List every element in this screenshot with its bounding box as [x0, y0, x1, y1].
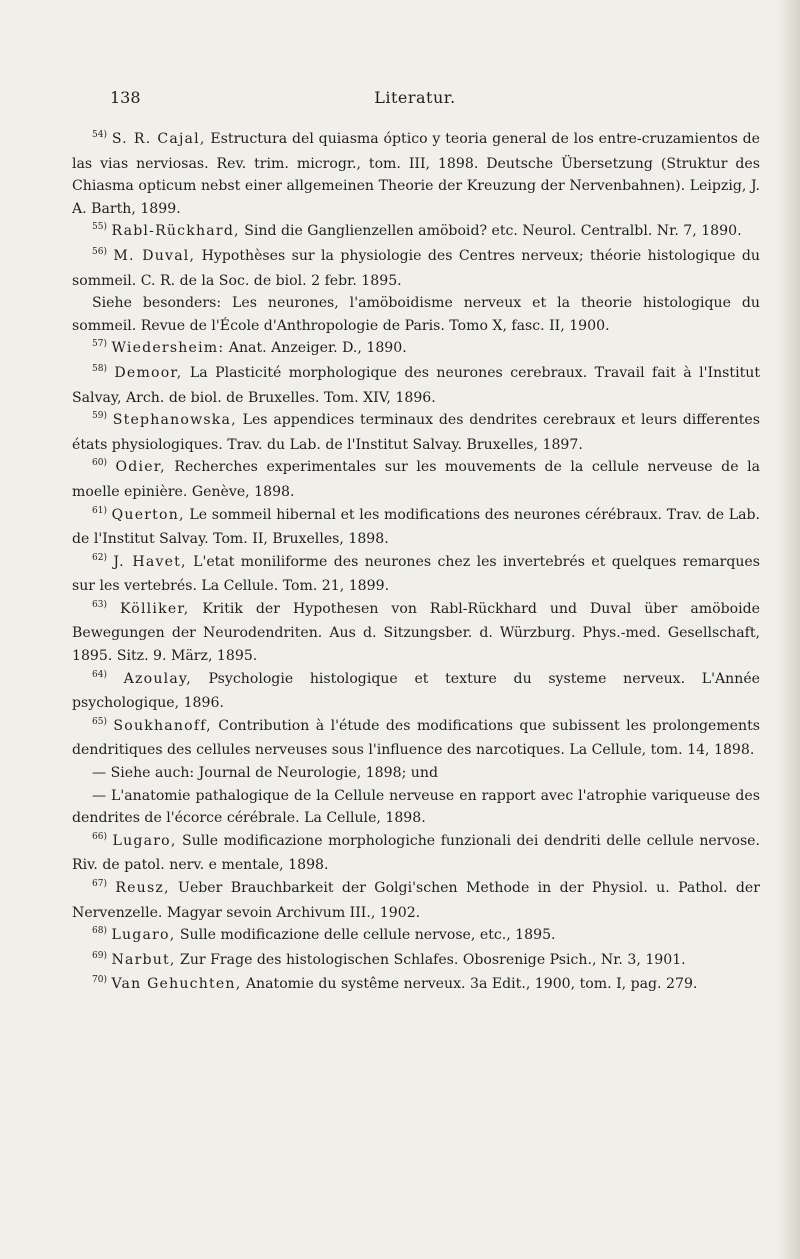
reference-author: Stephanowska,	[112, 412, 237, 429]
reference-entry	[72, 830, 760, 877]
reference-entry	[72, 292, 760, 337]
reference-text: Siehe besonders: Les neurones, l'amöboidisme nerveux et la theorie histologique du sommeil. Revue de l'École d'Anthropologie de Paris. Tomo X, fasc. II, 1900.	[72, 295, 760, 334]
reference-author: Lugaro,	[111, 927, 176, 944]
reference-number: 65)	[92, 716, 107, 727]
reference-text: Recherches experimentales sur les mouvements de la cellule nerveuse de la moelle epinière. Genève, 1898.	[72, 459, 760, 500]
page-header	[110, 88, 720, 112]
reference-entry	[72, 949, 760, 974]
reference-text: Sulle modificazione delle cellule nervose, etc., 1895.	[175, 927, 556, 944]
reference-entry	[72, 456, 760, 503]
reference-entry	[72, 668, 760, 715]
reference-author: Wiedersheim:	[111, 340, 225, 357]
reference-text: Ueber Brauchbarkeit der Golgi'schen Methode in der Physiol. u. Pathol. der Nervenzelle. Magyar sevoin Archivum III., 1902.	[72, 880, 760, 921]
reference-author: Lugaro,	[112, 832, 177, 849]
reference-number: 64)	[92, 669, 107, 680]
reference-author: Demoor,	[114, 364, 183, 381]
reference-author: Azoulay,	[123, 670, 192, 687]
reference-number: 59)	[92, 411, 107, 422]
reference-author: Odier,	[115, 459, 166, 476]
reference-author: Narbut,	[111, 951, 176, 968]
reference-text: Les appendices terminaux des dendrites cerebraux et leurs differentes états physiologiques. Trav. du Lab. de l'Institut Salvay. Bruxelles, 1897.	[72, 412, 760, 453]
reference-entry	[72, 762, 760, 785]
reference-number: 54)	[92, 130, 107, 140]
reference-text: Psychologie histologique et texture du systeme nerveux. L'Année psychologique, 1896.	[72, 670, 760, 712]
reference-author: S. R. Cajal,	[111, 131, 206, 147]
reference-text: Anat. Anzeiger. D., 1890.	[224, 340, 407, 357]
page-number: 138	[110, 88, 141, 107]
reference-text: Hypothèses sur la physiologie des Centres nerveux; théorie histologique du sommeil. C. R. de la Soc. de biol. 2 febr. 1895.	[72, 247, 760, 289]
reference-number: 66)	[92, 831, 107, 842]
reference-author: J. Havet,	[113, 553, 187, 570]
reference-entry	[72, 715, 760, 762]
reference-entry	[72, 598, 760, 668]
reference-entry	[72, 245, 760, 292]
reference-number: 70)	[92, 975, 107, 986]
reference-text: Sulle modificazione morphologiche funzionali dei dendriti delle cellule nervose. Riv. de patol. nerv. e mentale, 1898.	[72, 832, 761, 874]
reference-number: 62)	[92, 552, 107, 563]
reference-entry	[72, 973, 760, 998]
reference-number: 61)	[92, 505, 107, 516]
reference-text: L'etat moniliforme des neurones chez les invertebrés et quelques remarques sur les vertebrés. La Cellule. Tom. 21, 1899.	[72, 553, 760, 595]
reference-entry	[72, 877, 760, 924]
reference-author: M. Duval,	[113, 247, 196, 264]
reference-author: Querton,	[111, 506, 185, 523]
reference-author: Kölliker,	[119, 600, 190, 617]
reference-number: 63)	[92, 599, 107, 610]
reference-text: Le sommeil hibernal et les modifications des neurones cérébraux. Trav. de Lab. de l'Institut Salvay. Tom. II, Bruxelles, 1898.	[72, 506, 761, 548]
reference-number: 55)	[92, 222, 107, 233]
reference-entry	[72, 337, 760, 362]
reference-entry	[72, 785, 760, 830]
reference-number: 69)	[92, 950, 107, 961]
reference-text: La Plasticité morphologique des neurones cerebraux. Travail fait à l'Institut Salvay, Arch. de biol. de Bruxelles. Tom. XIV, 1896.	[72, 364, 760, 406]
reference-number: 60)	[92, 458, 107, 469]
reference-text: Contribution à l'étude des modifications que subissent les prolongements dendritiques des cellules nerveuses sous l'influence des narcotiques. La Cellule, tom. 14, 1898.	[72, 717, 760, 759]
reference-text: Zur Frage des histologischen Schlafes. Obosrenige Psich., Nr. 3, 1901.	[175, 951, 686, 968]
reference-entry	[72, 551, 760, 598]
reference-entry	[72, 504, 760, 551]
reference-text: — L'anatomie pathalogique de la Cellule nerveuse en rapport avec l'atrophie variqueuse des dendrites de l'écorce cérébrale. La Cellule, 1898.	[72, 787, 760, 827]
reference-entry	[72, 409, 760, 456]
page-edge-shadow	[778, 0, 800, 1259]
reference-entry	[72, 220, 760, 245]
reference-author: Rabl-Rückhard,	[111, 223, 240, 240]
reference-author: Van Gehuchten,	[111, 976, 242, 993]
reference-text: Anatomie du systême nerveux. 3a Edit., 1900, tom. I, pag. 279.	[241, 976, 698, 993]
reference-number: 56)	[92, 246, 107, 257]
reference-number: 58)	[92, 363, 107, 374]
reference-text: Kritik der Hypothesen von Rabl-Rückhard und Duval über amöboide Bewegungen der Neurodendriten. Aus d. Sitzungsber. d. Würzburg. Phys.-med. Gesellschaft, 1895. Sitz. 9. März, 1895.	[72, 600, 760, 665]
reference-text: Estructura del quiasma óptico y teoria general de los entre-cruzamientos de las vias nerviosas. Rev. trim. microgr., tom. III, 1898. Deutsche Übersetzung (Struktur des Chiasma opticum nebst einer allgemeinen Theorie der Kreuzung der Nervenbahnen). Leipzig, J. A. Barth, 1899.	[72, 131, 761, 217]
reference-number: 68)	[92, 926, 107, 937]
reference-entry	[72, 128, 760, 220]
reference-number: 57)	[92, 339, 107, 350]
running-title: Literatur.	[374, 88, 456, 107]
reference-entry	[72, 362, 760, 409]
reference-author: Soukhanoff,	[113, 717, 212, 734]
reference-number: 67)	[92, 879, 107, 889]
reference-list	[72, 128, 760, 998]
reference-author: Reusz,	[115, 880, 170, 896]
reference-text: — Siehe auch: Journal de Neurologie, 1898; und	[92, 765, 438, 782]
reference-text: Sind die Ganglienzellen amöboid? etc. Neurol. Centralbl. Nr. 7, 1890.	[239, 223, 742, 240]
reference-entry	[72, 924, 760, 949]
